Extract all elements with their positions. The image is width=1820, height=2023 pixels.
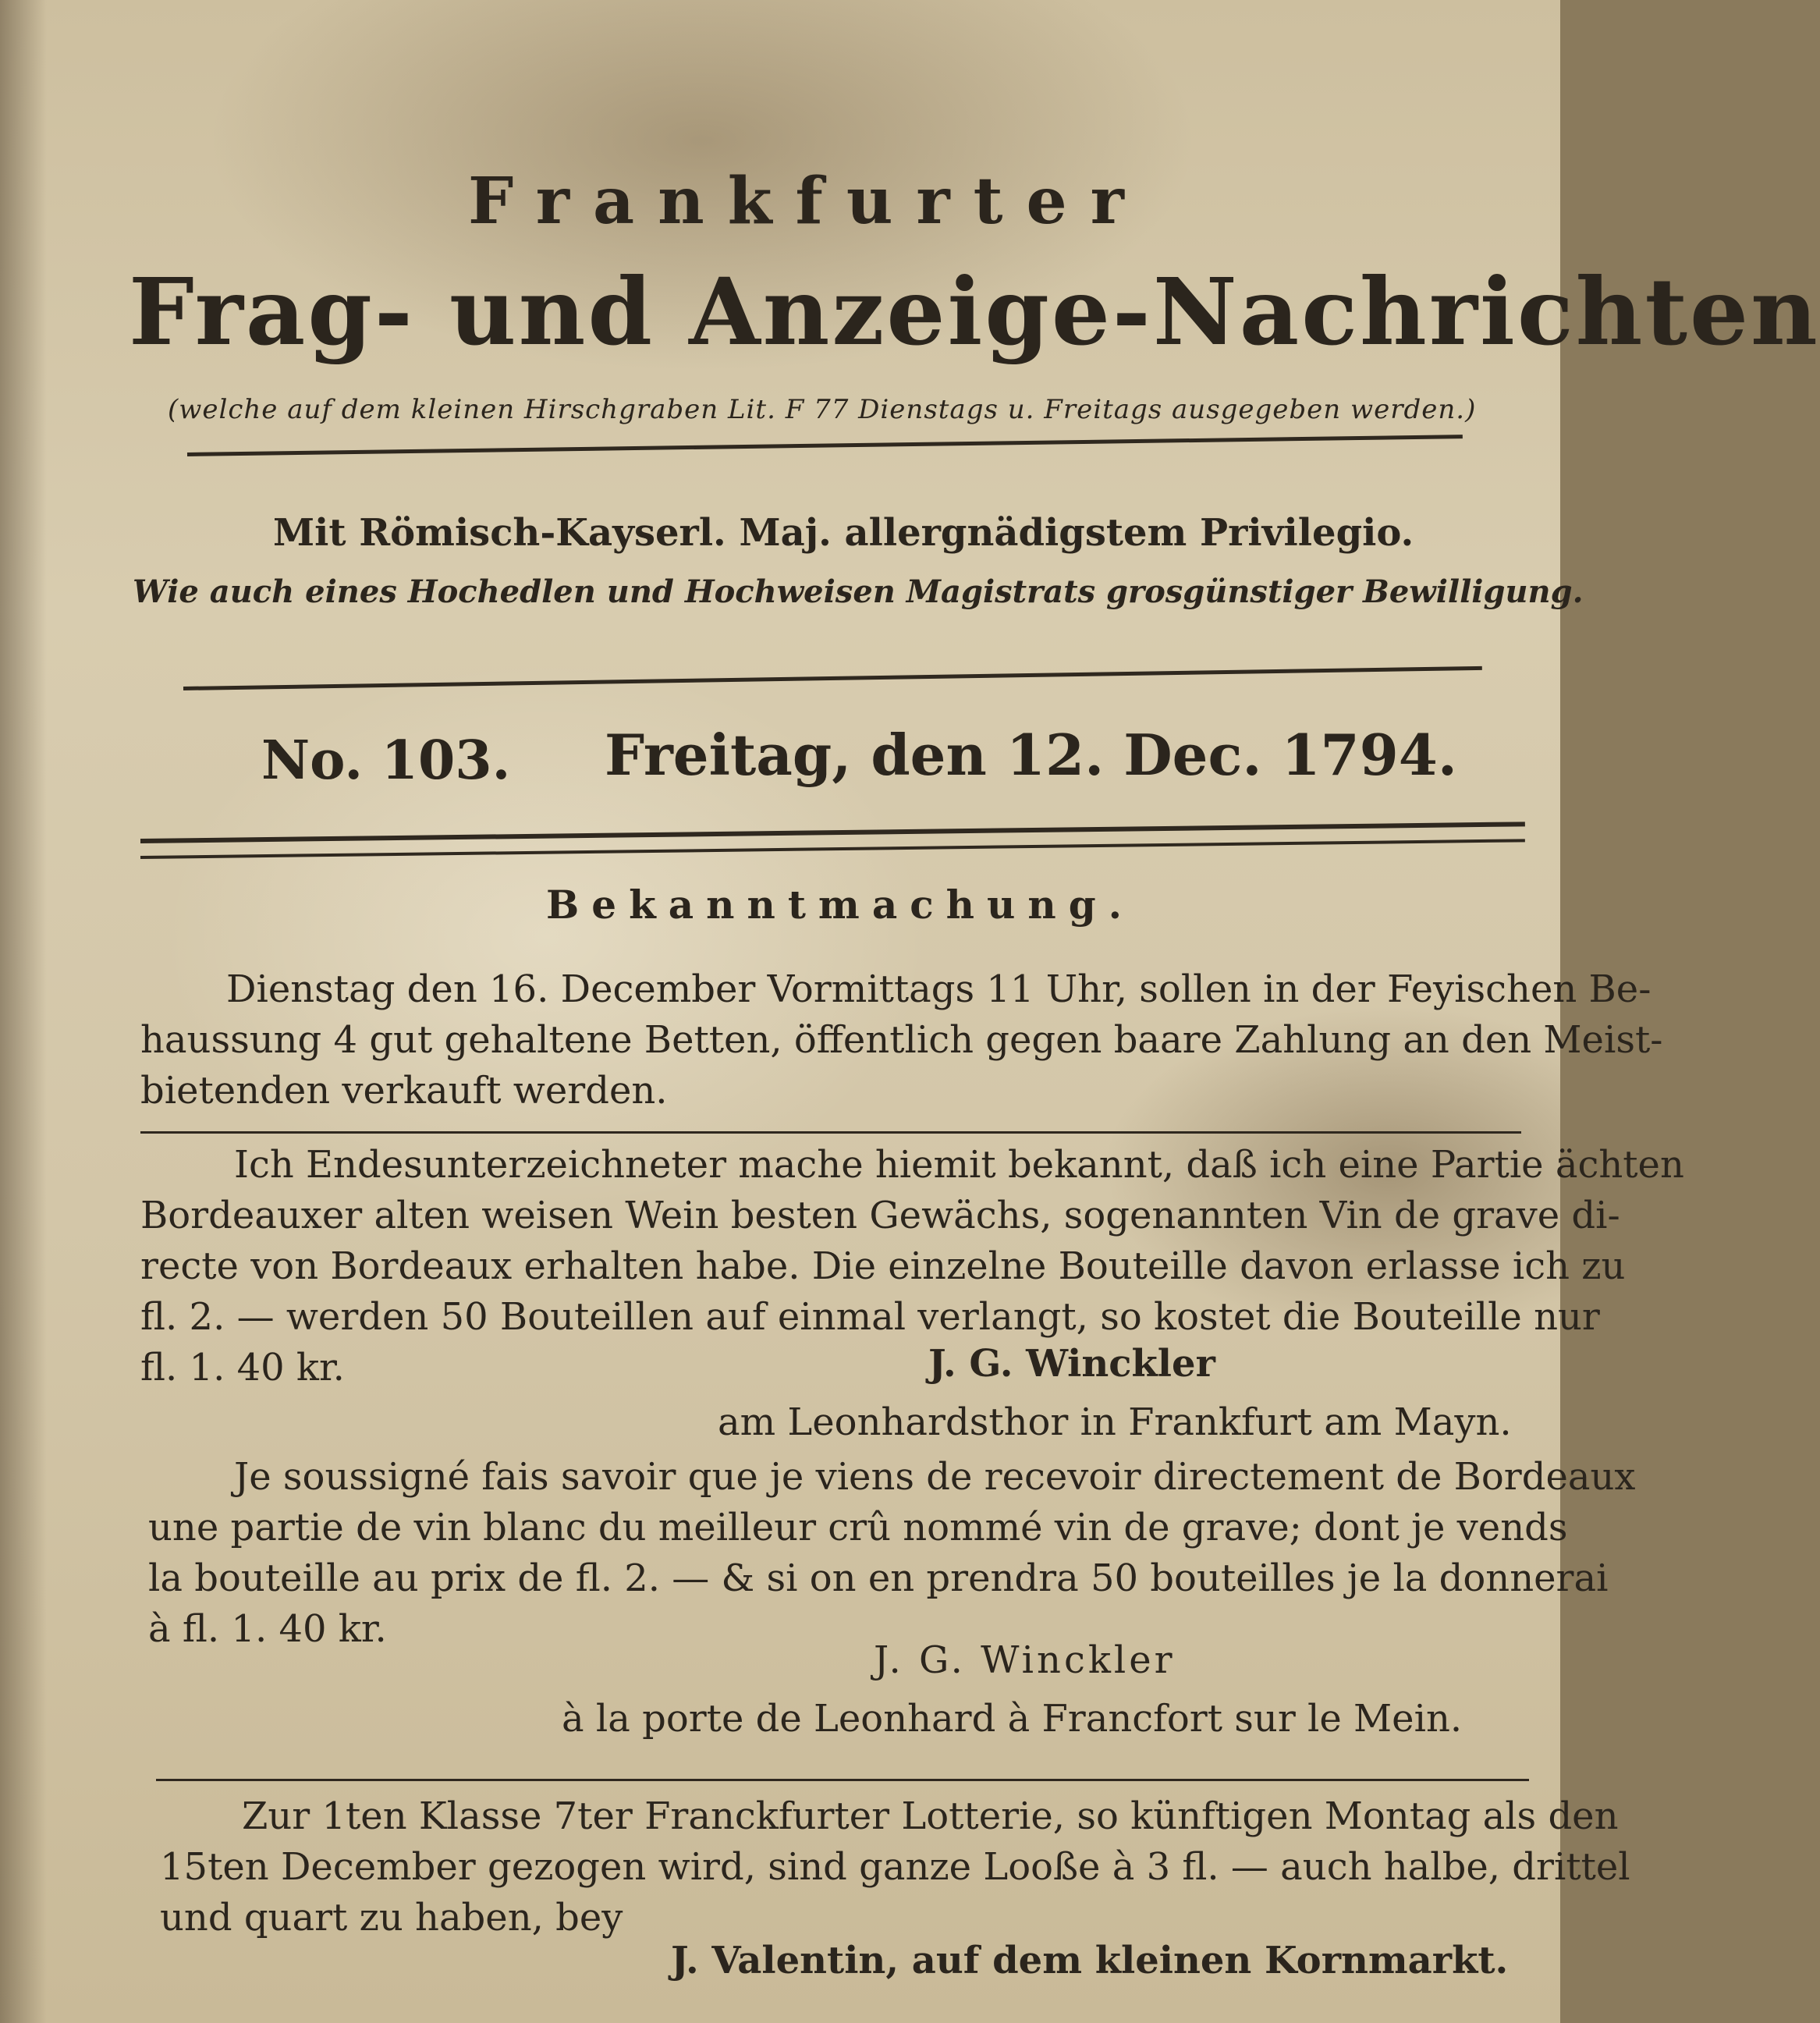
notice3-line: la bouteille au prix de fl. 2. — & si on en prendra 50 bouteilles je la donnerai — [148, 1556, 1609, 1600]
masthead-subtitle: (welche auf dem kleinen Hirschgraben Lit. F 77 Dienstags u. Freitags ausgegeben werden.) — [168, 394, 1477, 425]
double-rule-bottom — [140, 839, 1525, 859]
notice2-signature: J. G. Winckler — [928, 1342, 1215, 1386]
privilege-line-2: Wie auch eines Hochedlen und Hochweisen Magistrats grosgünstiger Bewilligung. — [133, 573, 1584, 610]
notice3-line: une partie de vin blanc du meilleur crû nommé vin de grave; dont je vends — [148, 1506, 1568, 1549]
masthead-top-line: Frankfurter — [468, 164, 1148, 239]
notice4-signature: J. Valentin, auf dem kleinen Kornmarkt. — [671, 1939, 1509, 1982]
divider-rule — [140, 1131, 1521, 1134]
privilege-line-1: Mit Römisch-Kayserl. Maj. allergnädigstem Privilegio. — [273, 511, 1414, 555]
notice2-line: fl. 1. 40 kr. — [140, 1346, 345, 1389]
notice3-line: à fl. 1. 40 kr. — [148, 1607, 387, 1651]
notice1-line: bietenden verkauft werden. — [140, 1069, 668, 1113]
notice3-line: Je soussigné fais savoir que je viens de recevoir directement de Bordeaux — [234, 1455, 1636, 1499]
notice1-line: Dienstag den 16. December Vormittags 11 Uhr, sollen in der Feyischen Be- — [226, 967, 1651, 1011]
divider-rule — [183, 666, 1482, 690]
notice3-address: à la porte de Leonhard à Francfort sur le Mein. — [562, 1697, 1463, 1741]
notice2-line: Bordeauxer alten weisen Wein besten Gewächs, sogenannten Vin de grave di- — [140, 1194, 1620, 1237]
notice3-signature: J. G. Winckler — [874, 1638, 1176, 1682]
notice4-line: 15ten December gezogen wird, sind ganze Looße à 3 fl. — auch halbe, drittel — [160, 1845, 1630, 1889]
notice4-line: und quart zu haben, bey — [160, 1896, 623, 1940]
notice2-line: fl. 2. — werden 50 Bouteillen auf einmal verlangt, so kostet die Bouteille nur — [140, 1295, 1600, 1339]
notice2-address: am Leonhardsthor in Frankfurt am Mayn. — [718, 1400, 1512, 1444]
notice2-line: recte von Bordeaux erhalten habe. Die einzelne Bouteille davon erlasse ich zu — [140, 1244, 1626, 1288]
issue-number: No. 103. — [261, 729, 511, 792]
notice4-line: Zur 1ten Klasse 7ter Franckfurter Lotterie, so künftigen Montag als den — [242, 1794, 1619, 1838]
divider-rule — [187, 435, 1463, 456]
issue-date: Freitag, den 12. Dec. 1794. — [605, 722, 1457, 788]
divider-rule — [156, 1779, 1529, 1781]
notice2-line: Ich Endesunterzeichneter mache hiemit bekannt, daß ich eine Partie ächten — [234, 1143, 1684, 1187]
double-rule-top — [140, 822, 1525, 843]
notice-heading: Bekanntmachung. — [546, 882, 1135, 928]
masthead-title: Frag- und Anzeige-Nachrichten — [129, 257, 1820, 366]
notice1-line: haussung 4 gut gehaltene Betten, öffentlich gegen baare Zahlung an den Meist- — [140, 1018, 1663, 1062]
page-edge-shadow — [0, 0, 47, 2023]
